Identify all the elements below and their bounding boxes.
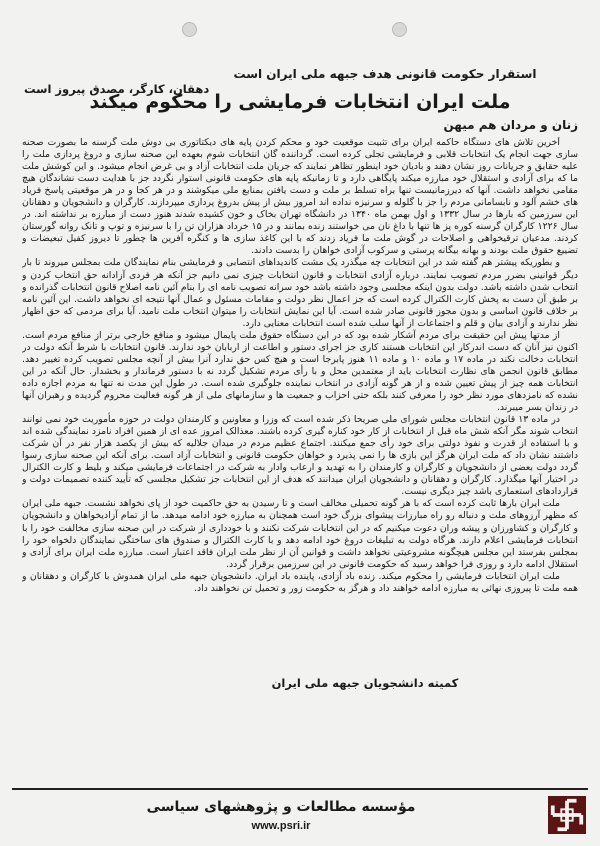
document-body [22, 137, 578, 671]
institute-url[interactable]: www.psri.ir [251, 820, 311, 832]
institute-name: مؤسسه مطالعات و پژوهشهای سیاسی [146, 799, 416, 815]
body-paragraph: از مدتها پیش این حقیقت برای مردم آشکار شده بود که در این دستگاه حقوق ملت پایمال میشود و منافع خارجی برتر از منافع مردم است. اکنون نیز آنان که دست اندرکار این انتخابات هستند کاری جز اجرای دستور و اطاعت از اربابان خود ندارند. قانون انتخابات با شرط آنکه دولت در انتخابات دخالت نکند در ماده ۱۷ و ماده ۱۰ و ماده ۱۱ هنوز پابرجا است و هیچ کس حق ندارد آنرا بیش از آنچه مجلس تصویب کرده تغییر دهد. مطابق قانون انجمن های نظارت انتخابات باید از معتمدین محل و با رأی مردم تشکیل گردد نه با دستور فرماندار و بخشدار. حال آنکه در این انتخابات همه چیز از پیش تعیین شده و از هر گونه آزادی در انتخاب نماینده جلوگیری شده است. در طول این مدت نه تنها به مردم اجازه داده نشده که نامزدهای مورد نظر خود را معرفی کنند بلکه حتی احزاب و جمعیت ها و سازمانهای ملی از هر گونه فعالیت محروم گردیده و رهبران آنها در زندان بسر میبرند. [22, 329, 578, 414]
document-content [22, 66, 578, 691]
body-paragraph: ملت ایران بارها ثابت کرده است که با هر گونه تحمیلی مخالف است و تا رسیدن به حق حاکمیت خود از پای نخواهد نشست. جبهه ملی ایران که مظهر آرزوهای ملت و دنباله رو راه مبارزات پیشوای بزرگ خود است همچنان به مبارزه خود ادامه میدهد. ما از تمام آزادیخواهان و دانشجویان و کارگران و کشاورزان و پیشه وران دعوت میکنیم که در این انتخابات شرکت نکنند و با خودداری از شرکت در این صحنه سازی مخالفت خود را با انتخابات فرمایشی اعلام دارند. هرگاه دولت به تبلیغات دروغ خود ادامه دهد و با کارت الکترال و صندوق های ساختگی نمایندگان دلخواه خود را بمجلس بفرستد این مجلس هیچگونه مشروعیتی نخواهد داشت و قوانین آن از نظر ملت ایران فاقد اعتبار است. مبارزه ملت ایران برای آزادی و استقلال ادامه دارد و روزی فرا خواهد رسید که حکومت قانونی در این سرزمین برقرار گردد. [22, 498, 578, 570]
punch-holes [0, 22, 600, 38]
body-paragraph: آخرین تلاش های دستگاه حاکمه ایران برای تثبیت موقعیت خود و محکم کردن پایه های دیکتاتوری بی دوش ملت گرسنه ما بصورت صحنه سازی جهت انجام یک انتخابات قلابی و فرمایشی تجلی کرده است. گرداننده گان انتخابات شوم بعهده این صحنه سازی و دروغ پردازی ملت را علیه حقایق و جریانات روز نشان دهند و بادیان خود اینطور تظاهر نمایند که جریان ملت انتخابات آزاد و بی غرض انجام میشود. و این کوشش ملت ما که برای آزادی و استقلال خود مبارزه میکند پایگاهی دارد و تا زمانیکه پایه های حکومت قانونی استوار نگردد جز با هدایت دست نشاندگان هیچ مقامی نخواهد داشت. آنها که دیرزمانیست تنها براه تسلط بر ملت و دست یافتن بمنابع ملی میکوشند و در هر کجا و در هر موقعیتی پاسخ فریاد های خشم آلود و نابسامانی مردم را جز با گلوله و سرنیزه نداده اند امروز بیش از پیش بدروغ پردازی میپردازند. کارگران و دانشجویان و دهقانان این سرزمین که بارها در سال ۱۳۳۲ و اول بهمن ماه ۱۳۴۰ در دانشگاه تهران بخاک و خون کشیده شدند هنوز دست از مبارزه بر نداشته اند. در سال ۱۲۲۶ کارگران گرسنه کوره پز ها تنها با داغ نان می خواستند زنده بمانند و در ۱۵ خرداد هزاران تن را با سرنیزه و توپ و تانک روانه گورستان کردند. مدعیان ترقیخواهی و اصلاحات در گوش ملت ما فریاد زدند که با این کاغذ سازی ها و کنگره آفرین ها چطور تا دیروز کفیل تبعیضات و تضییع حقوق ملت بودند و بهانه بیگانه پرستی و سرکوب آزادی خواهان را بدست دادند. [22, 137, 578, 257]
body-paragraph: و بطوریکه پیشتر هم گفته شد در این انتخابات چه میگذرد یک مشت کاندیداهای انتصابی و فرمایشی بنام نمایندگان ملت بمجلس میروند تا بار دیگر قوانینی بضرر مردم تصویب نمایند. درباره آزادی انتخابات و قانون انتخابات چیزی نمی دانیم جز آنکه هر فردی آزادانه حق انتخاب کردن و انتخاب شدن داشته باشد. دولت بدون اینکه مجلسی وجود داشته باشد خود سرانه تصویب نامه ای را بنام آئین نامه اصلاح قانون انتخابات گذرانده و بر طبق آن دست به پخش کارت الکترال کرده است که جز اعمال نظر دولت و مقامات مسئول و عمال آنها نتیجه ای نخواهد داشت. این آئین نامه بر خلاف قانون اساسی و بدون مجوز قانونی صادر شده است. آیا این نمایش انتخابات را میتوان انتخاب ملت نامید. آیا برای مردمی که حق اظهار نظر ندارند و آزادی بیان و قلم و اجتماعات از آنها سلب شده است انتخابات معنایی دارد. [22, 257, 578, 329]
document-salutation: زنان و مردان هم میهن [443, 118, 578, 132]
archive-footer [0, 788, 600, 846]
body-paragraph: ملت ایران انتخابات فرمایشی را محکوم میکند. زنده باد آزادی، پاینده باد ایران. دانشجویان جبهه ملی ایران همدوش با کارگران و دهقانان و همه ملت تا پیروزی نهائی به مبارزه ادامه خواهند داد و هرگز به حکومت زور و تحمیل تن نخواهند داد. [22, 570, 578, 594]
document-supertitle: استقرار حکومت قانونی هدف جبهه ملی ایران است [233, 67, 537, 81]
document-headline: ملت ایران انتخابات فرمایشی را محکوم میکند [89, 91, 511, 113]
punch-hole-right [392, 22, 407, 37]
psri-logo-icon [548, 796, 586, 834]
document-signature: کمیته دانشجویان جبهه ملی ایران [271, 676, 459, 690]
body-paragraph: در ماده ۱۳ قانون انتخابات مجلس شورای ملی صریحا ذکر شده است که وزرا و معاونین و کارمندان دولت در حوزه مأموریت خود نمی توانند انتخاب شوند مگر آنکه شش ماه قبل از انتخابات از کار خود کناره گیری کرده باشند. معذالک امروز عده ای از همین افراد نامزد نمایندگی شده اند و با استفاده از قدرت و نفوذ دولتی برای خود رأی جمع میکنند. اجتماع عظیم مردم در میدان جلالیه که بیش از یکصد هزار نفر در آن شرکت داشتند نشان داد که ملت ایران هرگز این بازی ها را نمی پذیرد و خواهان حکومت قانونی و انتخابات آزاد است. برای آنکه این صحنه سازی رسوا گردد دولت بعضی از دانشجویان و کارگران و کارمندان را به تهدید و ارعاب وادار به شرکت در اجتماعات فرمایشی میکند و بلیط و کارت الکترال در اختیار آنها میگذارد. کارگران و دهقانان و دانشجویان ایران میدانند که هدف از این انتخابات جز تشکیل مجلسی که تأیید کننده تصمیمات دولت و قراردادهای استعماری باشد چیز دیگری نیست. [22, 414, 578, 498]
footer-divider [12, 788, 588, 790]
punch-hole-left [182, 22, 197, 37]
document-slogan: دهقان، کارگر، مصدق پیروز است [24, 82, 210, 96]
